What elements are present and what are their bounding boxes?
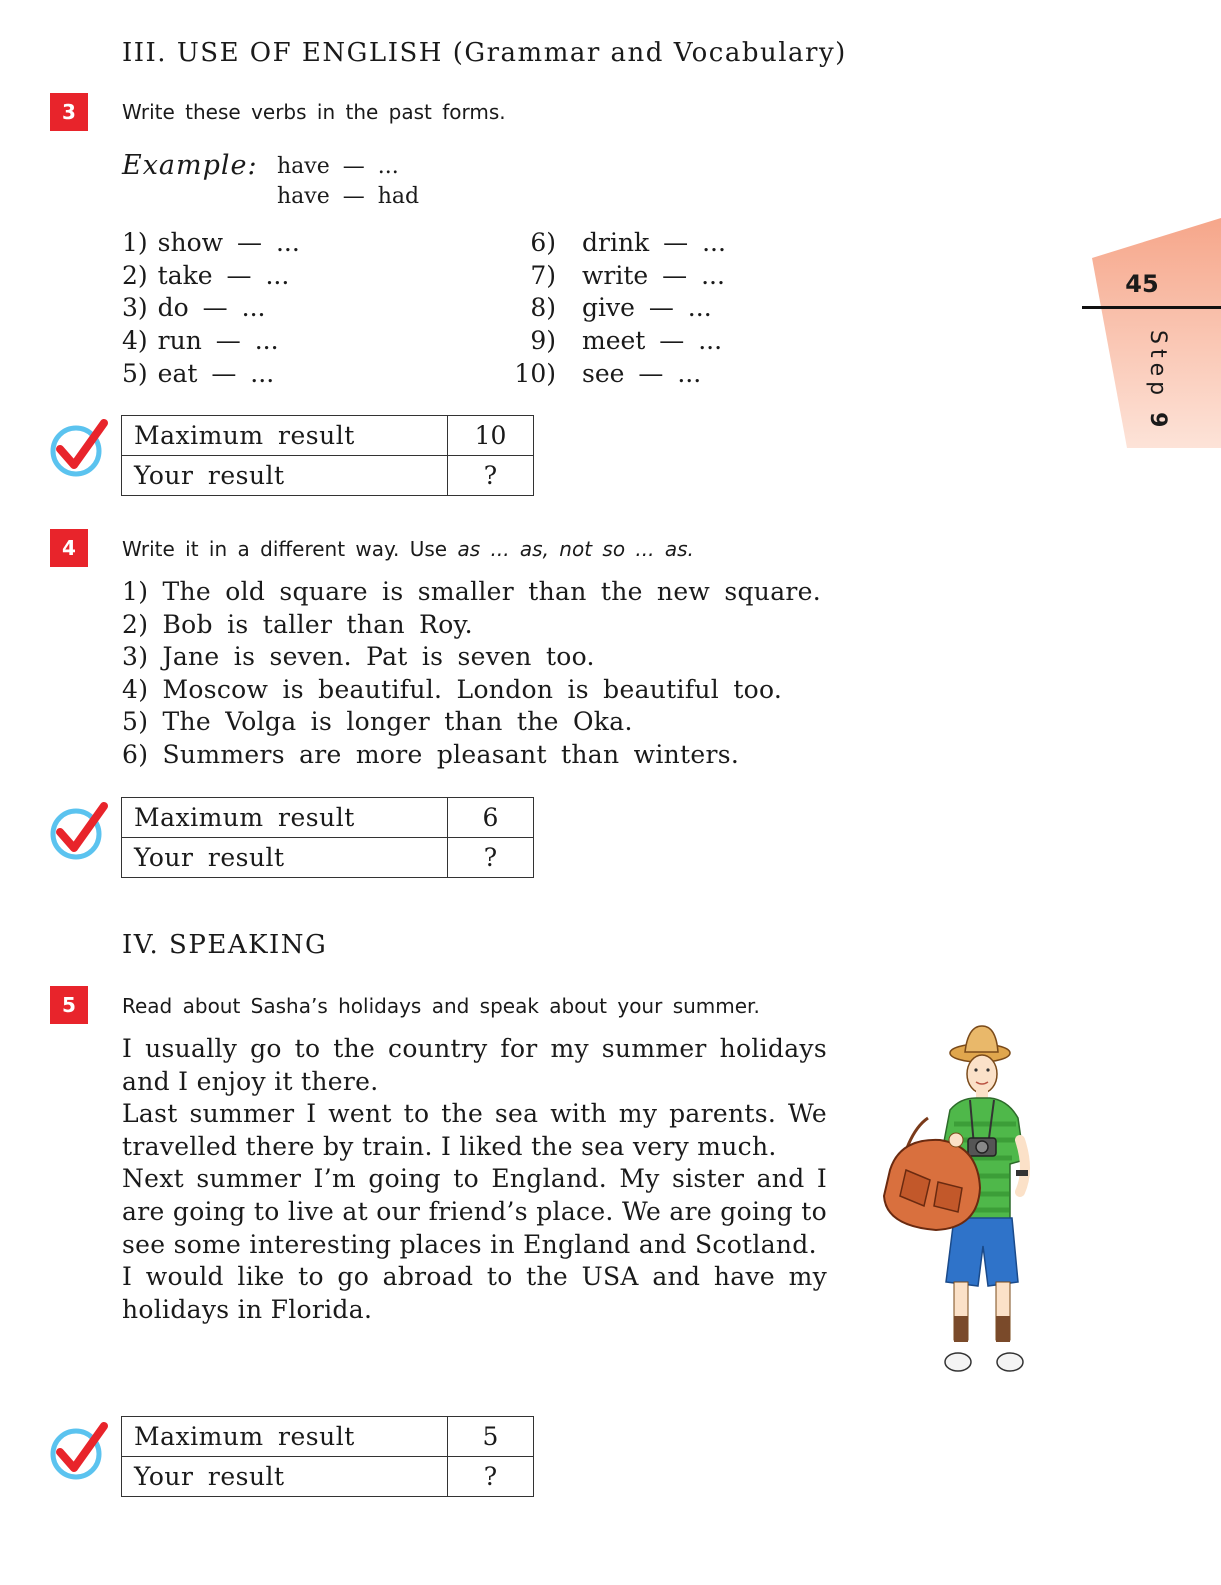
example-line-2: have — had <box>277 184 420 209</box>
max-result-label: Maximum result <box>122 416 448 456</box>
list-item: 4) Moscow is beautiful. London is beautiful too. <box>122 674 783 704</box>
exercise-4-instruction <box>122 537 694 561</box>
section-title-grammar: III. USE OF ENGLISH (Grammar and Vocabulary) <box>122 38 847 68</box>
max-result-value: 10 <box>448 416 534 456</box>
result-table-4 <box>121 797 534 878</box>
list-item: 9) meet — ... <box>530 326 723 356</box>
max-result-value: 5 <box>448 1417 534 1457</box>
list-item: 7) write — ... <box>530 260 725 290</box>
max-result-value: 6 <box>448 798 534 838</box>
your-result-value[interactable]: ? <box>448 838 534 878</box>
exercise-3-instruction: Write these verbs in the past forms. <box>122 100 506 124</box>
checkmark-icon <box>48 1420 112 1484</box>
list-item: 2) take — ... <box>122 260 290 290</box>
your-result-label: Your result <box>122 456 448 496</box>
sentence-list <box>122 576 821 772</box>
verb-list-right <box>508 227 726 391</box>
list-item: 3) Jane is seven. Pat is seven too. <box>122 642 595 672</box>
example-label: Example: <box>122 150 258 181</box>
list-item: 10) see — ... <box>514 358 702 388</box>
story-paragraph: Next summer I’m going to England. My sister and I are going to live at our friend’s place. We are going to see some interesting places in England and Scotland. <box>122 1164 827 1259</box>
your-result-value[interactable]: ? <box>448 456 534 496</box>
your-result-label: Your result <box>122 838 448 878</box>
list-item: 4) run — ... <box>122 326 279 356</box>
list-item: 1) The old square is smaller than the new square. <box>122 577 822 606</box>
list-item: 2) Bob is taller than Roy. <box>122 609 473 639</box>
section-title-speaking: IV. SPEAKING <box>122 930 328 960</box>
max-result-label: Maximum result <box>122 798 448 838</box>
example-line-1: have — ... <box>277 154 399 179</box>
exercise-5-instruction: Read about Sasha’s holidays and speak about your summer. <box>122 994 760 1018</box>
story-paragraph: I usually go to the country for my summer holidays and I enjoy it there. <box>122 1034 827 1096</box>
list-item: 5) eat — ... <box>122 358 275 388</box>
story-text <box>122 1033 827 1326</box>
result-table-3 <box>121 415 534 496</box>
tab-divider <box>1082 306 1221 309</box>
list-item: 5) The Volga is longer than the Oka. <box>122 707 633 737</box>
list-item: 8) give — ... <box>530 293 712 323</box>
your-result-label: Your result <box>122 1457 448 1497</box>
list-item: 3) do — ... <box>122 293 266 323</box>
list-item: 6) drink — ... <box>530 228 726 257</box>
result-table-5 <box>121 1416 534 1497</box>
your-result-value[interactable]: ? <box>448 1457 534 1497</box>
verb-list-left <box>122 227 300 391</box>
step-word: Step <box>1145 330 1170 401</box>
exercise-4-badge: 4 <box>50 529 88 567</box>
instruction-text: Write it in a different way. Use <box>122 537 448 561</box>
story-paragraph: I would like to go abroad to the USA and have my holidays in Florida. <box>122 1262 827 1324</box>
list-item: 1) show — ... <box>122 228 300 257</box>
checkmark-icon <box>48 417 112 481</box>
page-number: 45 <box>1125 270 1159 298</box>
list-item: 6) Summers are more pleasant than winters. <box>122 739 740 769</box>
max-result-label: Maximum result <box>122 1417 448 1457</box>
exercise-5-badge: 5 <box>50 986 88 1024</box>
exercise-3-badge: 3 <box>50 93 88 131</box>
step-number: 9 <box>1145 412 1170 433</box>
checkmark-icon <box>48 800 112 864</box>
step-label <box>1130 330 1170 450</box>
boy-traveller-illustration <box>870 1020 1040 1385</box>
instruction-italic: as ... as, not so ... as. <box>457 537 694 561</box>
story-paragraph: Last summer I went to the sea with my parents. We travelled there by train. I liked the sea very much. <box>122 1099 827 1161</box>
